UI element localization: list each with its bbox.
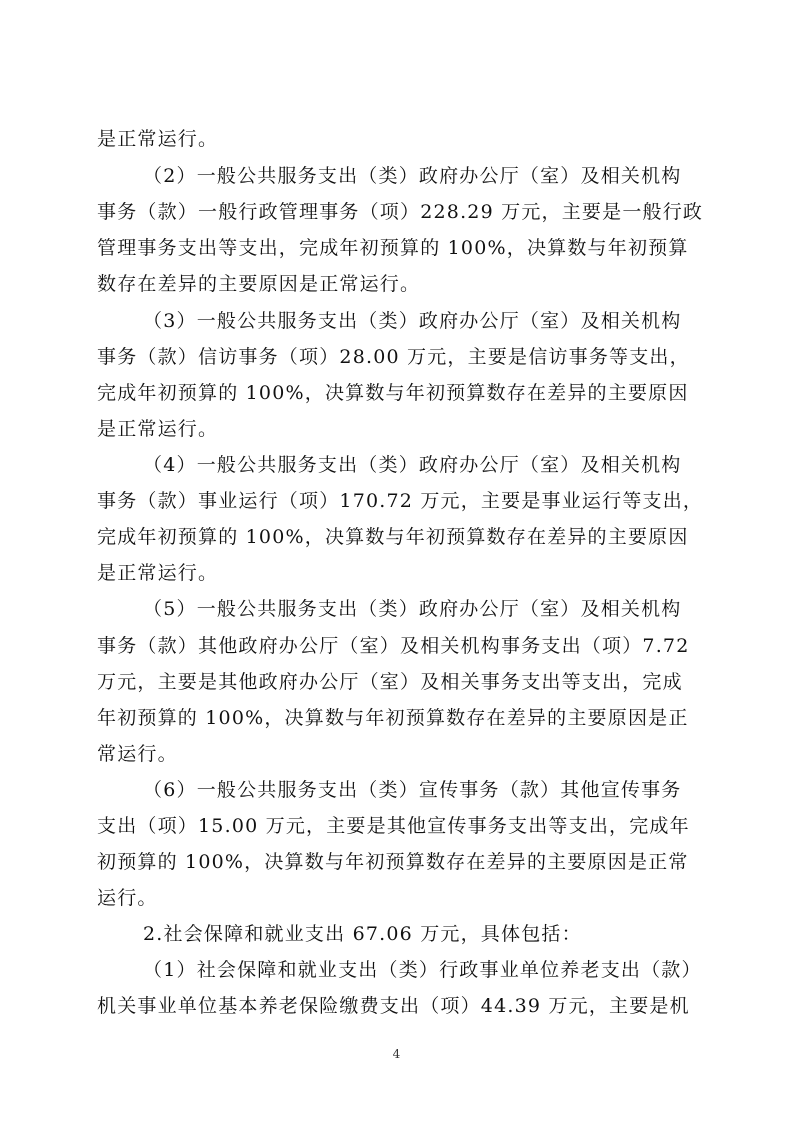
text-line: 年初预算的 100%，决算数与年初预算数存在差异的主要原因是正 [97, 707, 689, 729]
text-line: 支出（项）15.00 万元，主要是其他宣传事务支出等支出，完成年 [97, 815, 690, 837]
page-number: 4 [392, 1047, 401, 1061]
text-line: （2）一般公共服务支出（类）政府办公厅（室）及相关机构 [143, 165, 682, 187]
text-line: 万元，主要是其他政府办公厅（室）及相关事务支出等支出，完成 [97, 671, 683, 693]
text-line: 数存在差异的主要原因是正常运行。 [97, 273, 421, 295]
text-line: 完成年初预算的 100%，决算数与年初预算数存在差异的主要原因 [97, 382, 689, 404]
text-line: 机关事业单位基本养老保险缴费支出（项）44.39 万元，主要是机 [97, 995, 690, 1017]
text-line: 初预算的 100%，决算数与年初预算数存在差异的主要原因是正常 [97, 851, 689, 873]
text-line: 常运行。 [97, 743, 178, 765]
text-line: 2.社会保障和就业支出 67.06 万元，具体包括： [143, 923, 582, 945]
text-line: 是正常运行。 [97, 562, 219, 584]
text-line: （4）一般公共服务支出（类）政府办公厅（室）及相关机构 [143, 454, 682, 476]
text-line: （3）一般公共服务支出（类）政府办公厅（室）及相关机构 [143, 310, 682, 332]
text-line: 运行。 [97, 887, 158, 909]
text-line: 事务（款）信访事务（项）28.00 万元，主要是信访事务等支出， [97, 346, 690, 368]
text-line: 管理事务支出等支出，完成年初预算的 100%，决算数与年初预算 [97, 237, 689, 259]
text-line: 事务（款）一般行政管理事务（项）228.29 万元，主要是一般行政 [97, 201, 704, 223]
text-line: 事务（款）事业运行（项）170.72 万元，主要是事业运行等支出， [97, 490, 704, 512]
text-line: 是正常运行。 [97, 418, 219, 440]
text-line: 完成年初预算的 100%，决算数与年初预算数存在差异的主要原因 [97, 526, 689, 548]
text-line: （6）一般公共服务支出（类）宣传事务（款）其他宣传事务 [143, 779, 682, 801]
text-line: （5）一般公共服务支出（类）政府办公厅（室）及相关机构 [143, 598, 682, 620]
text-line: （1）社会保障和就业支出（类）行政事业单位养老支出（款） [143, 959, 702, 981]
text-line: 是正常运行。 [97, 128, 219, 150]
text-line: 事务（款）其他政府办公厅（室）及相关机构事务支出（项）7.72 [97, 635, 690, 657]
